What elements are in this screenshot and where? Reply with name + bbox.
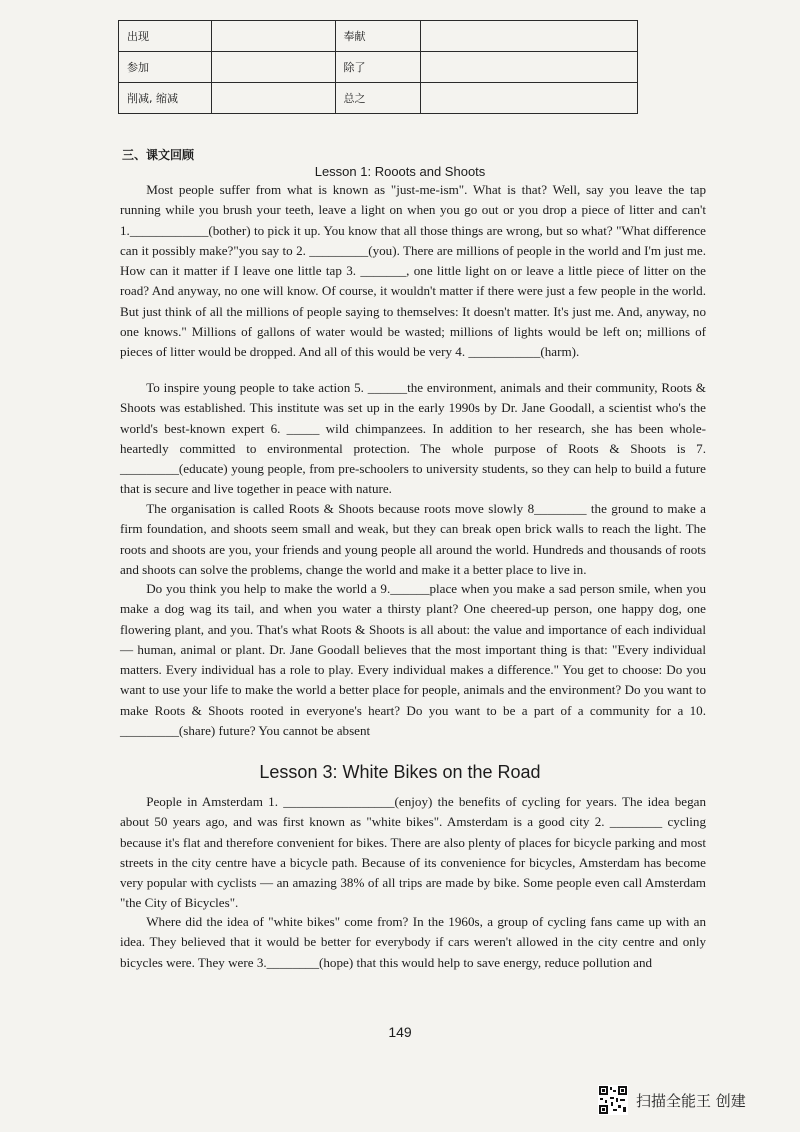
vocab-chinese-cell: 奉献: [335, 21, 420, 52]
vocab-answer-cell[interactable]: [211, 52, 335, 83]
lesson1-paragraph-4: [120, 579, 706, 741]
vocab-answer-cell[interactable]: [420, 21, 637, 52]
lesson1-paragraph-2: [120, 378, 706, 500]
section-heading: 三、课文回顾: [122, 148, 195, 162]
qr-code-icon: [598, 1085, 628, 1115]
vocabulary-table: [118, 20, 638, 114]
paragraph-text: The organisation is called Roots & Shoots because roots move slowly 8________ the ground to make a firm foundation, and shoots seem small and weak, but they can break open brick walls to reach the light. The roots and shoots are you, your friends and young people all around the world. Hundreds and thousands of roots and shoots can solve the problems, change the world and make it a better place to live in.: [120, 501, 706, 577]
vocab-answer-cell[interactable]: [420, 83, 637, 114]
lesson3-title: Lesson 3: White Bikes on the Road: [259, 762, 541, 782]
paragraph-text: Most people suffer from what is known as "just-me-ism". What is that? Well, say you leave the tap running while you brush your teeth, leave a light on when you go out or you drop a piece of litter and can't 1.____________(bother) to pick it up. You know that all those things are wrong, but so what? "What difference can it possibly make?"you say to 2. _________(you). There are millions of people in the world and I'm just me. How can it matter if I leave one little tap 3. _______, one little light on or leave a little piece of litter on the road? And anyway, no one will know. Of course, it wouldn't matter if there were just a few people in the world. But just think of all the millions of people saying to themselves: It doesn't matter. It's just me. And, anyway, no one knows." Millions of gallons of water would be wasted; millions of lights would be left on; millions of pieces of litter would be dropped. And all of this would be very 4. ___________(harm).: [120, 182, 706, 360]
lesson1-paragraph-3: [120, 499, 706, 580]
page-number: 149: [388, 1024, 412, 1040]
vocab-row: [119, 83, 638, 114]
vocab-answer-cell[interactable]: [211, 21, 335, 52]
paragraph-text: To inspire young people to take action 5. ______the environment, animals and their community, Roots & Shoots was established. This institute was set up in the early 1990s by Dr. Jane Goodall, a scientist who's the world's best-known expert 6. _____ wild chimpanzees. In addition to her research, she has been whole-heartedly committed to environmental protection. The whole purpose of Roots & Shoots is 7. _________(educate) young people, from pre-schoolers to university students, so they can help to build a future that is secure and live together in peace with nature.: [120, 380, 706, 497]
lesson1-title: Lesson 1: Rooots and Shoots: [314, 164, 486, 179]
scanner-label: 扫描全能王 创建: [636, 1091, 746, 1110]
lesson1-paragraph-1: [120, 180, 706, 363]
vocab-row: [119, 52, 638, 83]
vocab-chinese-cell: 除了: [335, 52, 420, 83]
lesson3-paragraph-1: [120, 792, 706, 914]
vocab-chinese-cell: 参加: [119, 52, 212, 83]
paragraph-text: People in Amsterdam 1. _________________(enjoy) the benefits of cycling for years. The idea began about 50 years ago, and was first known as "white bikes". Amsterdam is a good city 2. ________ cycling because it's flat and therefore convenient for bikes. There are also plenty of places for bicycle parking and most streets in the city centre have a bicycle path. Because of its convenience for bicycles, Amsterdam has become very popular with cyclists — an amazing 38% of all trips are made by bike. Some people even call Amsterdam "the City of Bicycles".: [120, 794, 706, 911]
lesson3-paragraph-2: [120, 912, 706, 973]
vocab-chinese-cell: 总之: [335, 83, 420, 114]
vocab-chinese-cell: 出现: [119, 21, 212, 52]
paragraph-text: Where did the idea of "white bikes" come from? In the 1960s, a group of cycling fans came up with an idea. They believed that it would be better for everybody if cars weren't allowed in the city centre and only bicycles were. They were 3.________(hope) that this would help to save energy, reduce pollution and: [120, 914, 706, 970]
vocab-answer-cell[interactable]: [420, 52, 637, 83]
paragraph-text: Do you think you help to make the world a 9.______place when you make a sad person smile, when you make a dog wag its tail, and when you water a thirsty plant? One cheered-up person, one happy dog, one flowering plant, and you. That's what Roots & Shoots is all about: the value and importance of each individual — human, animal or plant. Dr. Jane Goodall believes that the most important thing is that: "Every individual matters. Every individual has a role to play. Every individual makes a difference." You get to choose: Do you want to use your life to make the world a better place for people, animals and the environment? Do you want to make Roots & Shoots rooted in everyone's heart? Do you want to be a part of a community for a 10. _________(share) future? You cannot be absent: [120, 581, 706, 739]
scanner-watermark: [598, 1085, 746, 1115]
vocab-answer-cell[interactable]: [211, 83, 335, 114]
vocab-row: [119, 21, 638, 52]
vocab-chinese-cell: 削减, 缩减: [119, 83, 212, 114]
